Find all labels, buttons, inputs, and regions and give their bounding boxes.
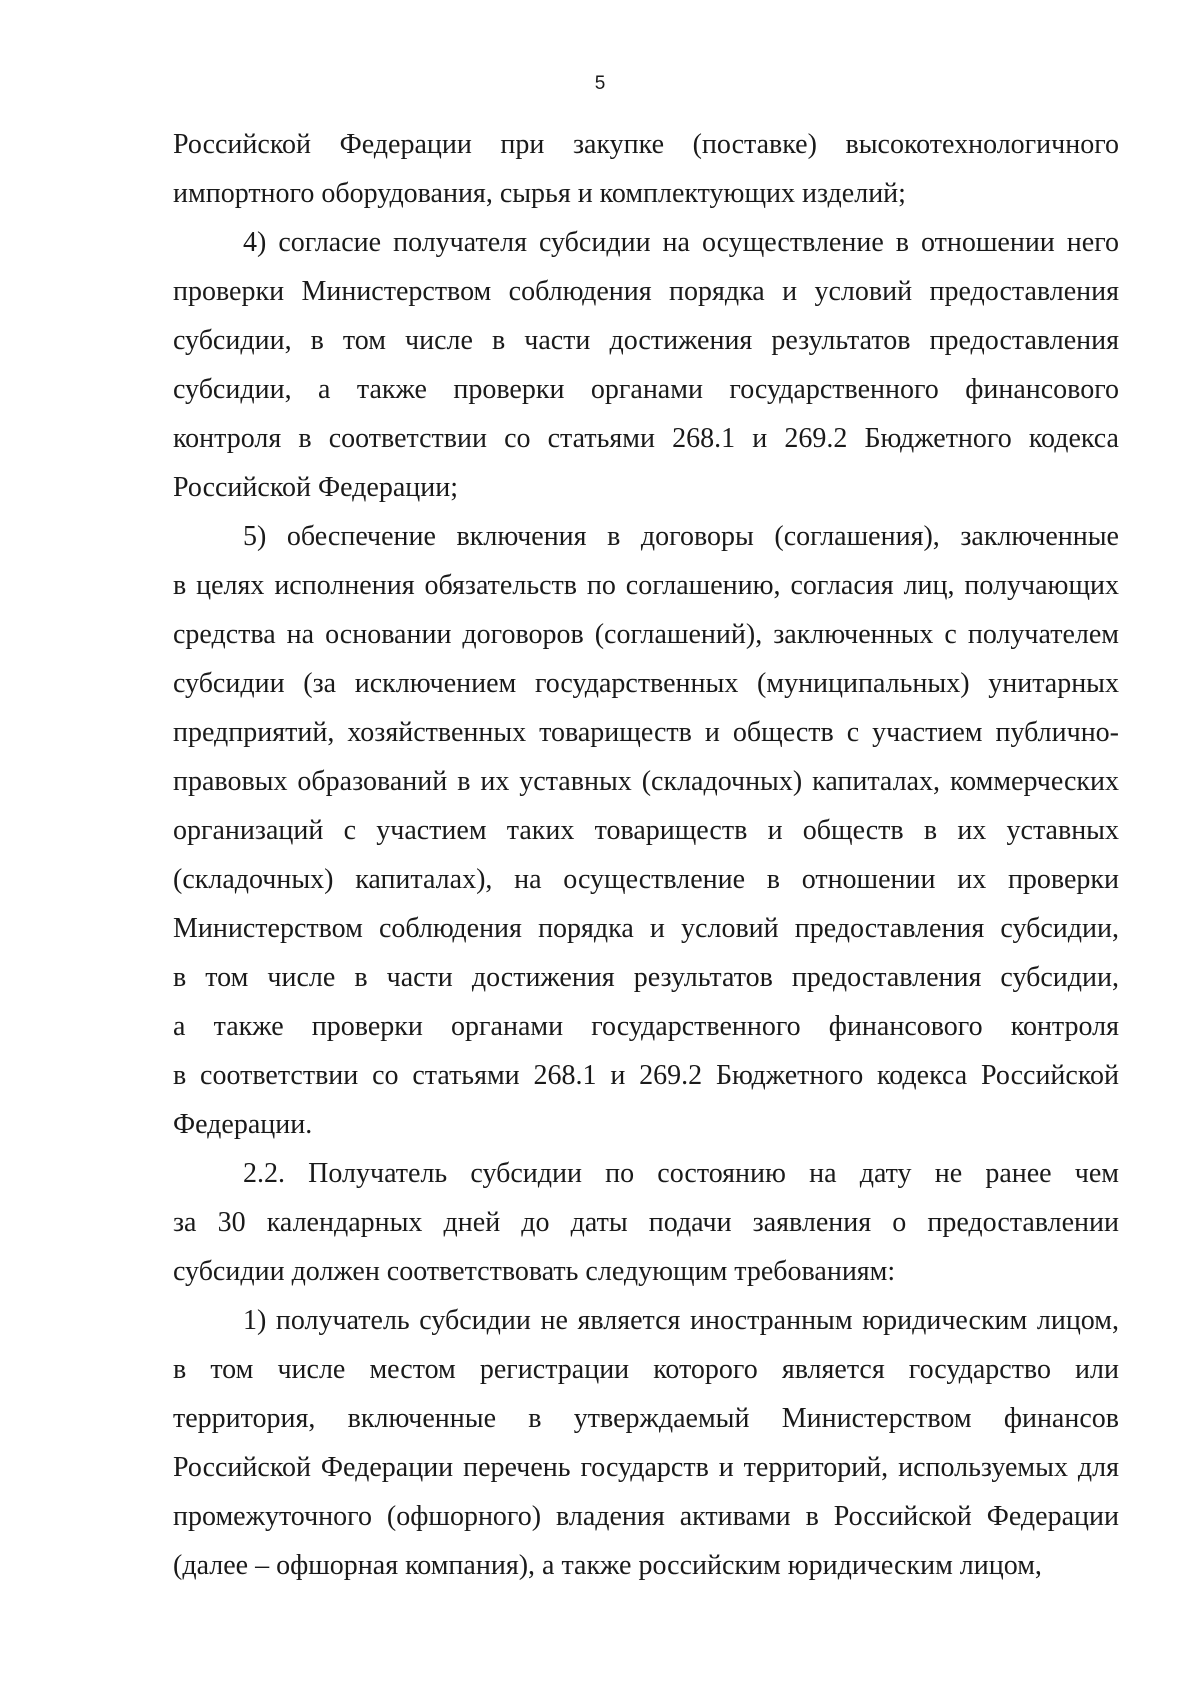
text-line: территория, включенные в утверждаемый Министерством финансов [173, 1403, 1119, 1434]
text-line: средства на основании договоров (соглашений), заключенных с получателем [173, 619, 1119, 650]
text-line: субсидии, а также проверки органами государственного финансового [173, 374, 1119, 405]
text-line: в целях исполнения обязательств по соглашению, согласия лиц, получающих [173, 570, 1119, 601]
text-line: 5) обеспечение включения в договоры (соглашения), заключенные [243, 521, 1119, 552]
text-line: субсидии должен соответствовать следующим требованиям: [173, 1256, 896, 1287]
paragraph-item-5 [173, 512, 1119, 1149]
text-line: субсидии, в том числе в части достижения результатов предоставления [173, 325, 1119, 356]
text-line: за 30 календарных дней до даты подачи заявления о предоставлении [173, 1207, 1119, 1238]
text-line: предприятий, хозяйственных товариществ и обществ с участием публично- [173, 717, 1119, 748]
text-line: проверки Министерством соблюдения порядка и условий предоставления [173, 276, 1119, 307]
text-line: (далее – офшорная компания), а также российским юридическим лицом, [173, 1550, 1042, 1581]
text-line: Российской Федерации перечень государств и территорий, используемых для [173, 1452, 1119, 1483]
text-line: Российской Федерации; [173, 472, 459, 503]
text-line: правовых образований в их уставных (складочных) капиталах, коммерческих [173, 766, 1119, 797]
text-line: в том числе в части достижения результатов предоставления субсидии, [173, 962, 1119, 993]
paragraph-item-4 [173, 218, 1119, 512]
page-number: 5 [594, 73, 606, 94]
text-line: импортного оборудования, сырья и комплектующих изделий; [173, 178, 906, 209]
text-line: субсидии (за исключением государственных (муниципальных) унитарных [173, 668, 1119, 699]
text-line: Российской Федерации при закупке (поставке) высокотехнологичного [173, 129, 1119, 160]
paragraph-continuation [173, 120, 1119, 218]
text-line: контроля в соответствии со статьями 268.1 и 269.2 Бюджетного кодекса [173, 423, 1119, 454]
text-line: в соответствии со статьями 268.1 и 269.2 Бюджетного кодекса Российской [173, 1060, 1119, 1091]
text-line: 1) получатель субсидии не является иностранным юридическим лицом, [243, 1305, 1119, 1336]
text-line: 2.2. Получатель субсидии по состоянию на дату не ранее чем [243, 1158, 1119, 1189]
text-line: (складочных) капиталах), на осуществление в отношении их проверки [173, 864, 1119, 895]
paragraph-item-1 [173, 1296, 1119, 1590]
text-line: а также проверки органами государственного финансового контроля [173, 1011, 1119, 1042]
text-line: Федерации. [173, 1109, 313, 1140]
text-line: промежуточного (офшорного) владения активами в Российской Федерации [173, 1501, 1119, 1532]
text-line: организаций с участием таких товариществ и обществ в их уставных [173, 815, 1119, 846]
document-body [173, 120, 1119, 1590]
text-line: в том числе местом регистрации которого является государство или [173, 1354, 1119, 1385]
text-line: 4) согласие получателя субсидии на осуществление в отношении него [243, 227, 1119, 258]
text-line: Министерством соблюдения порядка и условий предоставления субсидии, [173, 913, 1119, 944]
paragraph-section-2-2 [173, 1149, 1119, 1296]
